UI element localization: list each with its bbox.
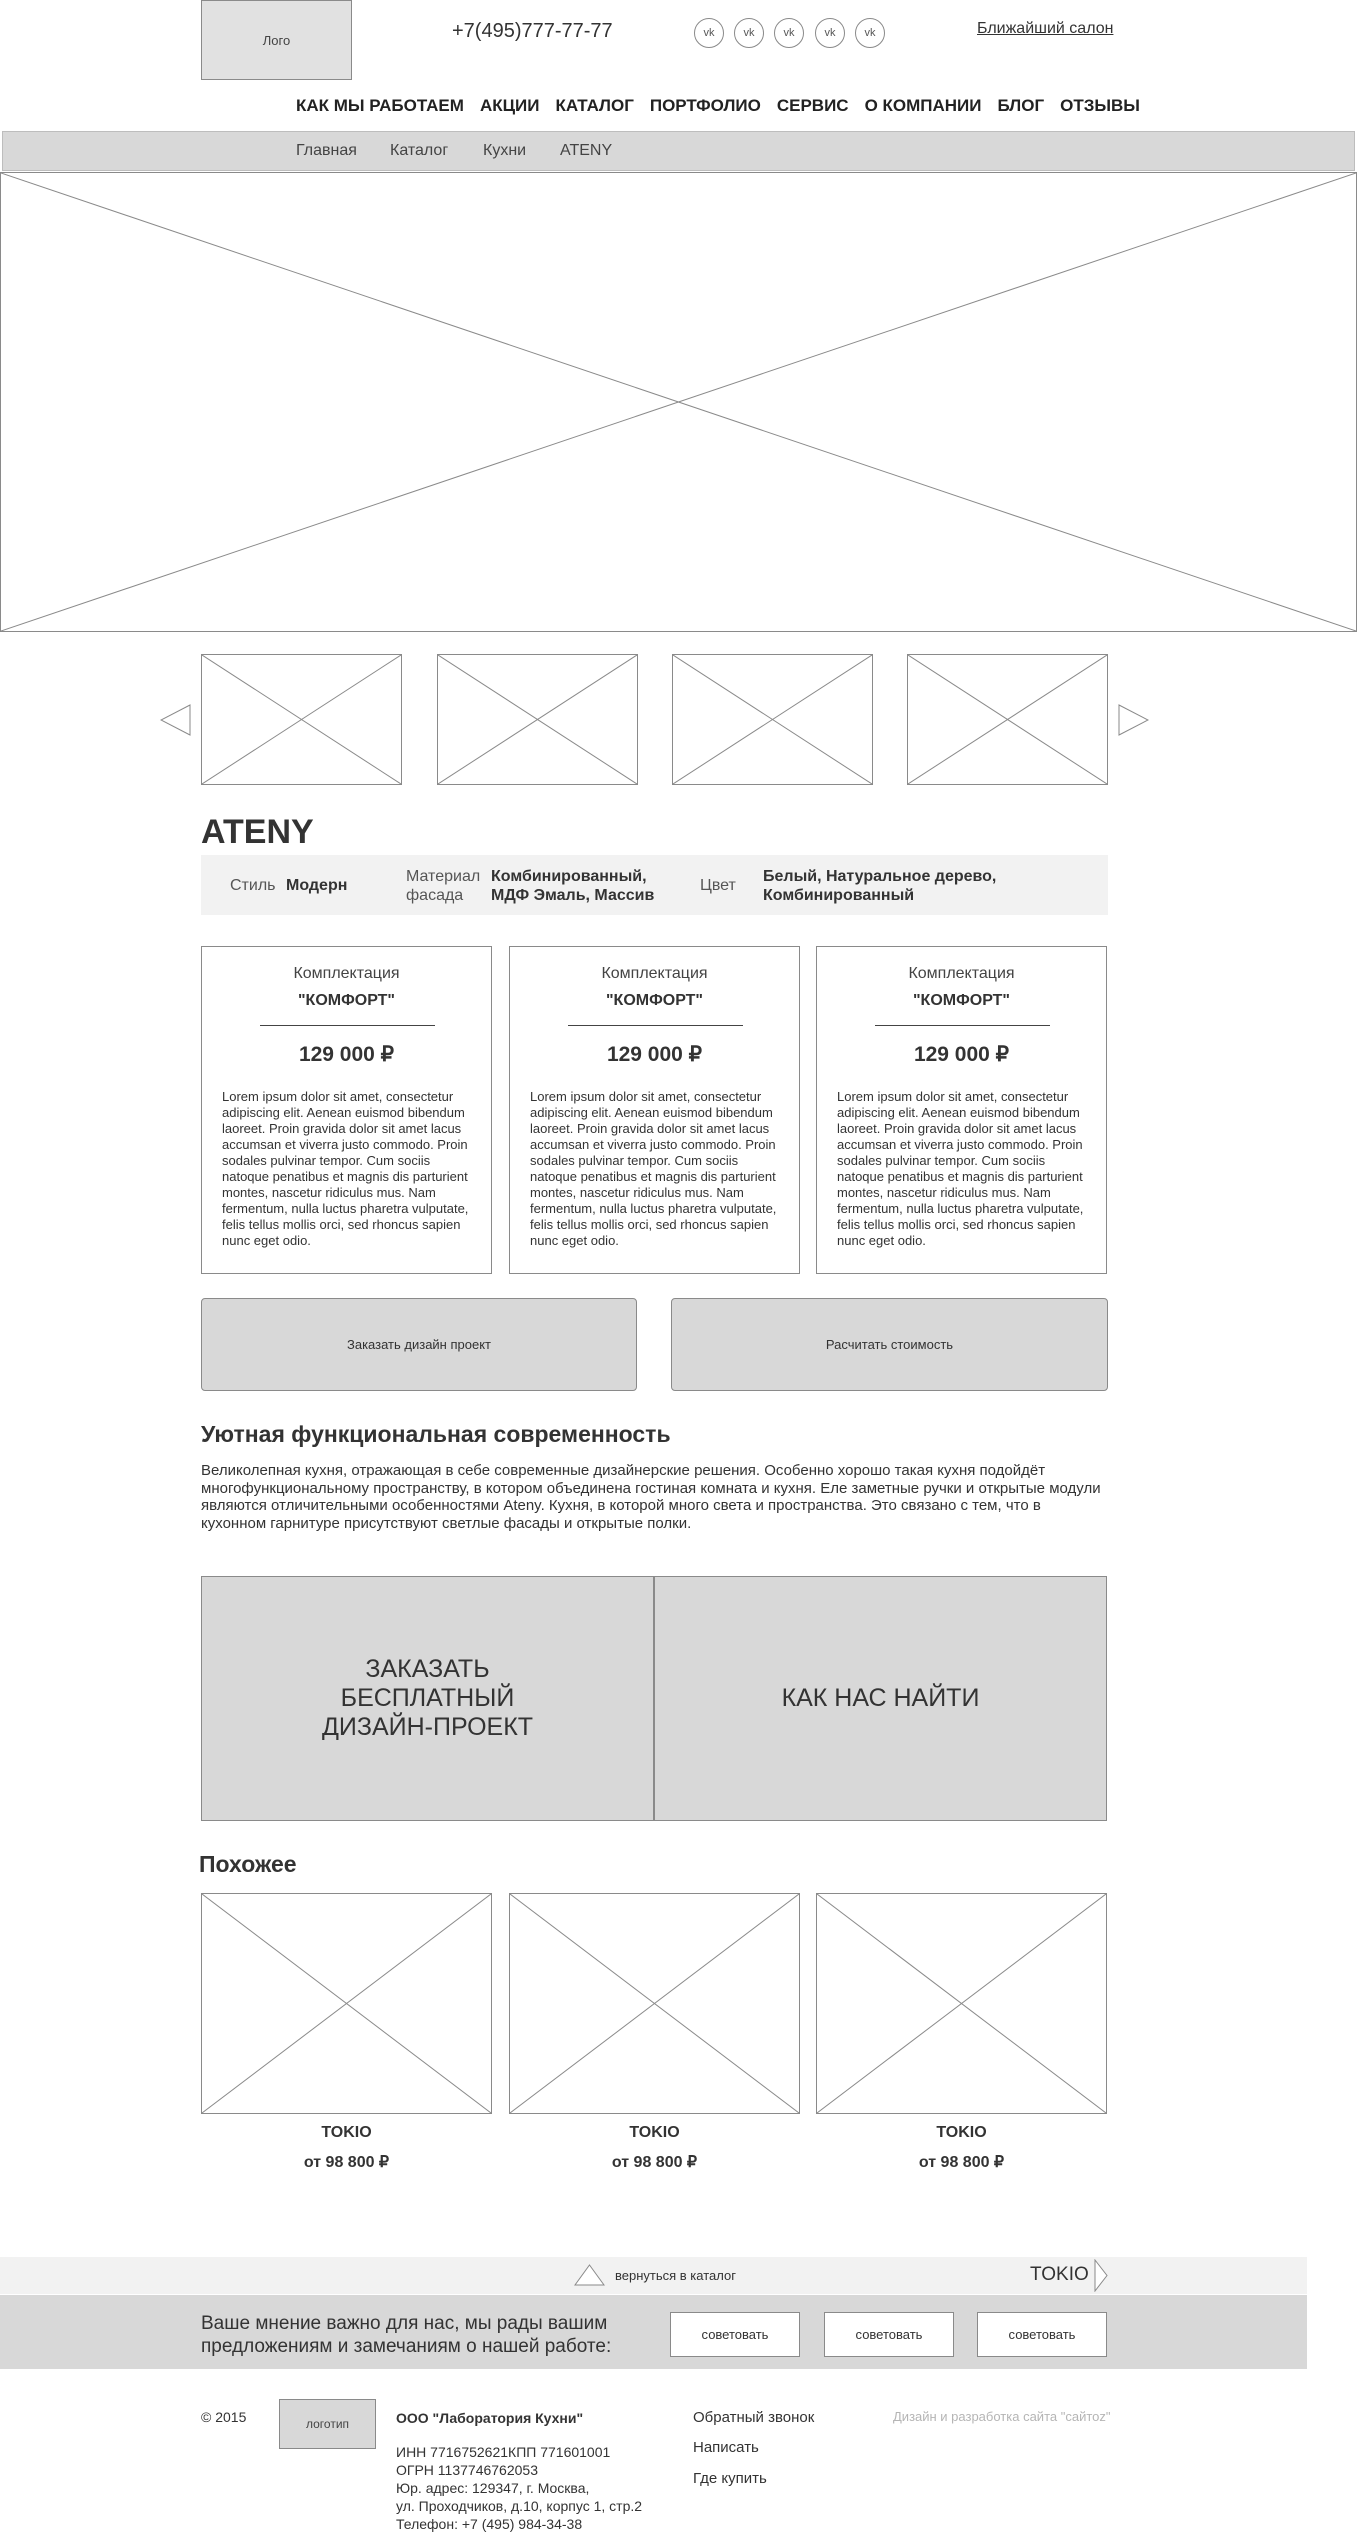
breadcrumb xyxy=(2,131,1355,171)
write-link[interactable]: Написать xyxy=(693,2439,759,2456)
similar-item-price: от 98 800 ₽ xyxy=(611,2154,698,2171)
similar-item-name[interactable]: TOKIO xyxy=(936,2124,987,2141)
where-to-buy-link[interactable]: Где купить xyxy=(693,2470,767,2487)
next-product-link[interactable]: TOKIO xyxy=(1030,2264,1089,2285)
divider xyxy=(875,1025,1050,1026)
back-arrow-icon[interactable] xyxy=(574,2264,605,2286)
breadcrumb-home[interactable]: Главная xyxy=(296,142,357,159)
similar-item-price: от 98 800 ₽ xyxy=(918,2154,1005,2171)
nav-item-about[interactable]: О КОМПАНИИ xyxy=(864,96,982,115)
package-description: Lorem ipsum dolor sit amet, consectetur adipiscing elit. Aenean euismod bibendum laoreet. Proin gravida dolor sit amet lacus accumsan et viverra justo commodo. Proin sodales pulvinar tempor. Cum sociis natoque penatibus et magnis dis parturient montes, nascetur ridiculus mus. Nam fermentum, nulla luctus pharetra vulputate, felis tellus mollis orci, sed rhoncus sapien nunc eget odio. xyxy=(530,1089,777,1248)
copyright: © 2015 xyxy=(201,2409,247,2425)
company-inn: ИНН 7716752621КПП 771601001 xyxy=(396,2444,611,2460)
phone-number[interactable]: +7(495)777-77-77 xyxy=(452,20,613,42)
advise-button[interactable]: советовать xyxy=(977,2312,1107,2357)
gallery-thumbnail[interactable] xyxy=(201,654,402,785)
package-description: Lorem ipsum dolor sit amet, consectetur adipiscing elit. Aenean euismod bibendum laoreet. Proin gravida dolor sit amet lacus accumsan et viverra justo commodo. Proin sodales pulvinar tempor. Cum sociis natoque penatibus et magnis dis parturient montes, nascetur ridiculus mus. Nam fermentum, nulla luctus pharetra vulputate, felis tellus mollis orci, sed rhoncus sapien nunc eget odio. xyxy=(837,1089,1084,1248)
package-label: Комплектация xyxy=(908,965,1015,982)
style-label: Стиль xyxy=(230,877,276,894)
package-name: "КОМФОРТ" xyxy=(297,992,396,1009)
footer-logo[interactable]: логотип xyxy=(279,2399,376,2449)
order-design-button[interactable]: Заказать дизайн проект xyxy=(201,1298,637,1391)
advise-button[interactable]: советовать xyxy=(824,2312,954,2357)
cta-line: ДИЗАЙН-ПРОЕКТ xyxy=(321,1713,534,1741)
hero-image xyxy=(0,172,1357,632)
section-heading: Уютная функциональная современность xyxy=(201,1421,671,1447)
find-us-button[interactable]: КАК НАС НАЙТИ xyxy=(654,1576,1107,1821)
similar-item-name[interactable]: TOKIO xyxy=(321,2124,372,2141)
advise-button[interactable]: советовать xyxy=(670,2312,800,2357)
vk-social-icon[interactable]: vk xyxy=(734,18,764,48)
callback-link[interactable]: Обратный звонок xyxy=(693,2409,815,2426)
package-label: Комплектация xyxy=(293,965,400,982)
nav-item-reviews[interactable]: ОТЗЫВЫ xyxy=(1060,96,1140,115)
company-name: ООО "Лаборатория Кухни" xyxy=(396,2410,584,2426)
vk-social-icon[interactable]: vk xyxy=(774,18,804,48)
similar-item-image[interactable] xyxy=(816,1893,1107,2114)
feedback-text: Ваше мнение важно для нас, мы рады вашим предложениям и замечаниям о нашей работе: xyxy=(201,2313,612,2357)
package-name: "КОМФОРТ" xyxy=(912,992,1011,1009)
cta-line: ЗАКАЗАТЬ xyxy=(365,1655,490,1683)
style-value: Модерн xyxy=(286,877,348,894)
similar-item-image[interactable] xyxy=(509,1893,800,2114)
company-ogrn: ОГРН 1137746762053 xyxy=(396,2462,538,2478)
similar-item-name[interactable]: TOKIO xyxy=(629,2124,680,2141)
gallery-thumbnail[interactable] xyxy=(437,654,638,785)
carousel-prev-icon[interactable] xyxy=(160,704,191,736)
package-card xyxy=(816,946,1107,1274)
color-label: Цвет xyxy=(700,877,736,894)
breadcrumb-catalog[interactable]: Каталог xyxy=(390,142,449,159)
nav-item-how-we-work[interactable]: КАК МЫ РАБОТАЕМ xyxy=(296,96,464,115)
nav-item-promotions[interactable]: АКЦИИ xyxy=(479,96,540,115)
similar-item-image[interactable] xyxy=(201,1893,492,2114)
package-label: Комплектация xyxy=(601,965,708,982)
main-nav xyxy=(296,96,1140,120)
nav-item-portfolio[interactable]: ПОРТФОЛИО xyxy=(649,96,761,115)
vk-social-icon[interactable]: vk xyxy=(694,18,724,48)
divider xyxy=(260,1025,435,1026)
company-phone: Телефон: +7 (495) 984-34-38 xyxy=(396,2516,583,2532)
carousel-next-icon[interactable] xyxy=(1118,704,1149,736)
order-free-design-button[interactable] xyxy=(201,1576,654,1821)
breadcrumb-kitchens[interactable]: Кухни xyxy=(483,142,527,159)
material-label: Материал фасада xyxy=(406,868,481,904)
cta-line: БЕСПЛАТНЫЙ xyxy=(340,1684,515,1712)
nav-item-service[interactable]: СЕРВИС xyxy=(776,96,849,115)
gallery-thumbnail[interactable] xyxy=(907,654,1108,785)
nav-item-catalog[interactable]: КАТАЛОГ xyxy=(555,96,634,115)
similar-item-price: от 98 800 ₽ xyxy=(303,2154,390,2171)
developer-credit-link[interactable]: Дизайн и разработка сайта "сайтоz" xyxy=(893,2409,1111,2424)
company-address-street: ул. Проходчиков, д.10, корпус 1, стр.2 xyxy=(396,2498,643,2514)
package-price: 129 000 ₽ xyxy=(913,1043,1010,1066)
color-value: Белый, Натуральное дерево, Комбинированный xyxy=(763,868,997,904)
nav-item-blog[interactable]: БЛОГ xyxy=(997,96,1045,115)
material-value: Комбинированный, МДФ Эмаль, Массив xyxy=(491,868,655,904)
similar-title: Похожее xyxy=(199,1851,297,1877)
back-to-catalog-link[interactable]: вернуться в каталог xyxy=(615,2268,736,2283)
vk-social-icon[interactable]: vk xyxy=(815,18,845,48)
product-params xyxy=(201,855,1108,915)
product-title: ATENY xyxy=(201,813,314,851)
package-price: 129 000 ₽ xyxy=(298,1043,395,1066)
next-arrow-icon[interactable] xyxy=(1094,2259,1108,2292)
package-price: 129 000 ₽ xyxy=(606,1043,703,1066)
logo[interactable]: Лого xyxy=(201,0,352,80)
calculate-cost-button[interactable]: Расчитать стоимость xyxy=(671,1298,1108,1391)
vk-social-icon[interactable]: vk xyxy=(855,18,885,48)
product-description: Великолепная кухня, отражающая в себе современные дизайнерские решения. Особенно хорошо такая кухня подойдёт многофункциональному пространству, в котором объединена гостиная комната и кухня. Еле заметные ручки и открытые модули являются отличительными особенностями Ateny. Кухня, в которой много света и пространства. Это связано с тем, что в кухонном гарнитуре присутствуют светлые фасады и открытые полки. xyxy=(201,1462,1101,1532)
package-card xyxy=(509,946,800,1274)
company-address: Юр. адрес: 129347, г. Москва, xyxy=(396,2480,590,2496)
package-name: "КОМФОРТ" xyxy=(605,992,704,1009)
package-card xyxy=(201,946,492,1274)
package-description: Lorem ipsum dolor sit amet, consectetur adipiscing elit. Aenean euismod bibendum laoreet. Proin gravida dolor sit amet lacus accumsan et viverra justo commodo. Proin sodales pulvinar tempor. Cum sociis natoque penatibus et magnis dis parturient montes, nascetur ridiculus mus. Nam fermentum, nulla luctus pharetra vulputate, felis tellus mollis orci, sed rhoncus sapien nunc eget odio. xyxy=(222,1089,469,1248)
breadcrumb-current: ATENY xyxy=(560,142,613,159)
divider xyxy=(568,1025,743,1026)
gallery-thumbnail[interactable] xyxy=(672,654,873,785)
nearest-salon-link[interactable]: Ближайший салон xyxy=(977,20,1114,37)
